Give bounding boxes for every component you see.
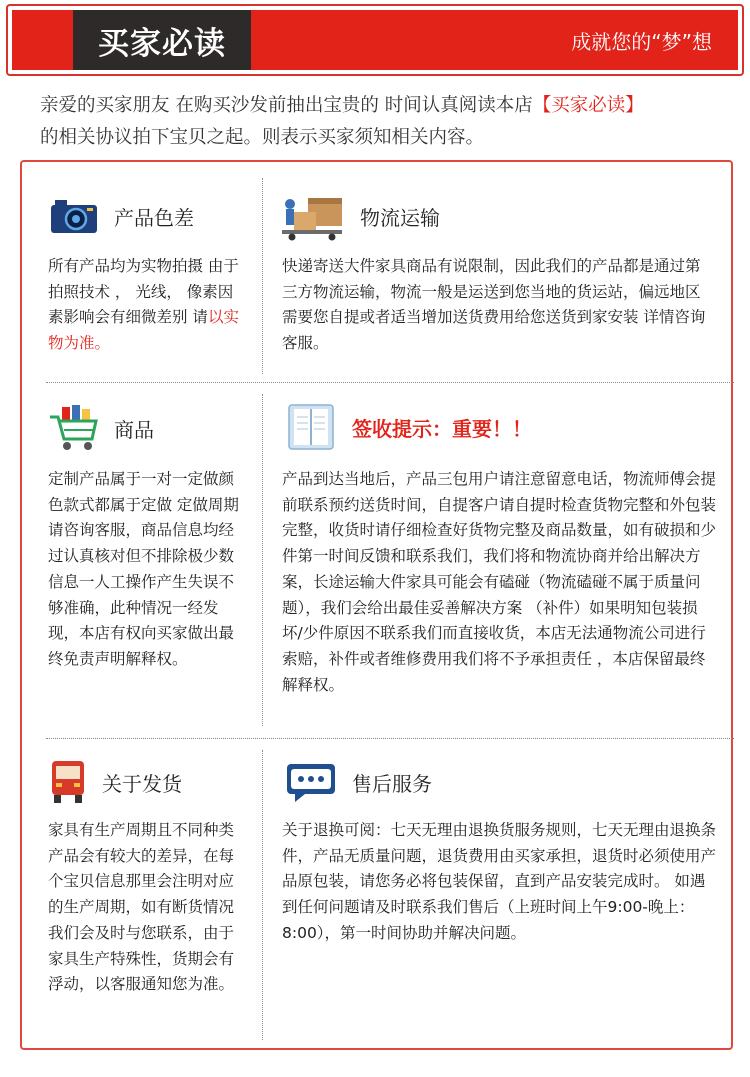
- truck-icon: [48, 758, 88, 806]
- divider: [46, 738, 734, 739]
- intro-text-2: 的相关协议拍下宝贝之起。则表示买家须知相关内容。: [40, 127, 485, 148]
- shopping-cart-icon: [48, 402, 100, 454]
- banner-title: 买家必读: [73, 10, 251, 70]
- chat-bubble-icon: [284, 758, 338, 806]
- section-shipping-title: [48, 758, 182, 806]
- camera-icon: [48, 194, 100, 238]
- intro-text: 亲爱的买家朋友 在购买沙发前抽出宝贵的 时间认真阅读本店: [40, 95, 533, 116]
- divider: [262, 394, 263, 726]
- section-color-text: 所有产品均为实物拍摄 由于拍照技术 ， 光线， 像素因素影响会有细微差别 请: [48, 257, 239, 327]
- intro-paragraph: [40, 90, 730, 154]
- divider: [46, 382, 734, 383]
- section-logistics-body: 快递寄送大件家具商品有说限制，因此我们的产品都是通过第三方物流运输，物流一般是运送到您当地的货运站，偏远地区需要您自提或者适当增加送货费用给您送货到家安装 详情咨询客服。: [282, 257, 706, 353]
- notice-frame: [20, 160, 733, 1050]
- section-shipping-body: 家具有生产周期且不同种类产品会有较大的差异，在每个宝贝信息那里会注明对应的生产周期，如有断货情况我们会及时与您联系，由于家具生产特殊性，货期会有浮动，以客服通知您为准。: [48, 821, 235, 994]
- section-aftersale-heading: 售后服务: [352, 771, 432, 796]
- section-logistics-heading: 物流运输: [360, 205, 440, 230]
- section-logistics-title: [280, 190, 440, 242]
- intro-highlight: 【买家必读】: [532, 95, 644, 116]
- divider: [262, 750, 263, 1040]
- section-shipping-heading: 关于发货: [102, 771, 182, 796]
- section-color-title: [48, 194, 194, 238]
- delivery-boxes-icon: [280, 190, 346, 242]
- section-receipt-title: [284, 402, 532, 452]
- section-goods-title: [48, 402, 154, 454]
- header-banner: [6, 4, 744, 76]
- section-color-heading: 产品色差: [114, 205, 194, 230]
- section-goods-heading: 商品: [114, 417, 154, 442]
- section-receipt-heading: 签收提示：重要！！: [352, 416, 532, 441]
- section-aftersale-body: 关于退换可阅：七天无理由退换货服务规则，七天无理由退换条件，产品无质量问题，退货费用由买家承担，退货时必须使用产品原包装，请您务必将包装保留，直到产品安装完成时。 如遇到任何问题请及时联系我们售后（上班时间上午9:00-晚上：8:00），第一时间协助并解决问题。: [282, 821, 717, 942]
- section-receipt-body: 产品到达当地后，产品三包用户请注意留意电话，物流师傅会提前联系预约送货时间，自提客户请自提时检查货物完整和外包装完整，收货时请仔细检查好货物完整及商品数量，如有破损和少件第一时间反馈和联系我们，我们将和物流协商并给出解决方案，长途运输大件家具可能会有磕碰（物流磕碰不属于质量问题），我们会给出最佳妥善解决方案 （补件）如果明知包装损坏/少件原因不联系我们而直接收货，本店无法通物流公司进行索赔，补件或者维修费用我们将不予承担责任 ，本店保留最终解释权。: [282, 470, 717, 694]
- banner-background: [12, 10, 738, 70]
- section-aftersale-title: [284, 758, 432, 806]
- notebook-icon: [284, 402, 338, 452]
- banner-slogan: 成就您的“梦”想: [571, 29, 712, 54]
- divider: [262, 178, 263, 374]
- section-color-text-red: 以实物为准。: [48, 308, 239, 353]
- section-color-body: [48, 254, 248, 357]
- section-goods-body: 定制产品属于一对一定做颜色款式都属于定做 定做周期请咨询客服，商品信息均经过认真核对但不排除极少数信息一人工操作产生失误不够准确，此种情况一经发现，本店有权向买家做出最终免责声明解释权。: [48, 470, 239, 668]
